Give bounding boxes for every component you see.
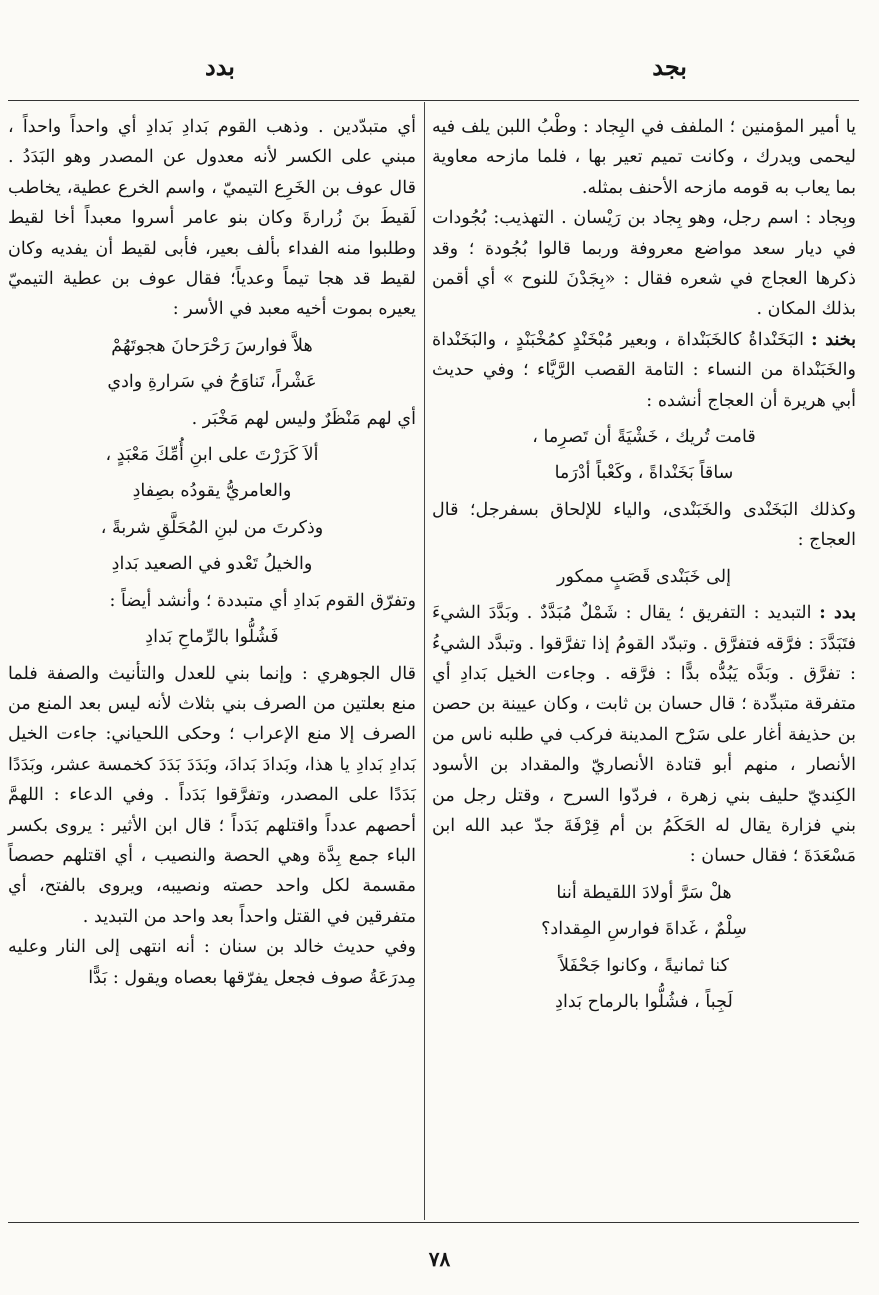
dictionary-entry bbox=[432, 325, 856, 416]
verse-line: هلْ سَرَّ أولادَ اللقيطة أننا bbox=[556, 882, 732, 903]
paragraph: يا أمير المؤمنين ؛ الملفف في البِجاد : وطْبُ اللبن يلف فيه ليحمى ويدرك ، وكانت تميم تعير بها ، فلما مازحه معاوية بما يعاب به قومه مازحه الأحنف بمثله. bbox=[432, 117, 856, 198]
dictionary-entry bbox=[432, 598, 856, 872]
verse-line: كنا ثمانيةً ، وكانوا جَحْفَلاً bbox=[559, 955, 729, 976]
verse-line: فَشُلُّوا بالرِّماحِ بَدادِ bbox=[145, 627, 279, 648]
header-rule bbox=[8, 100, 859, 101]
verse-line: والخيلُ تَعْدو في الصعيد بَدادِ bbox=[111, 554, 313, 575]
paragraph: وكذلك البَخَنْدى والخَبَنْدى، والياء للإلحاق بسفرجل؛ قال العجاج : bbox=[432, 499, 856, 551]
verse-line: والعامريُّ يقودُه بصِفادِ bbox=[132, 481, 292, 502]
verse-line: هلاَّ فوارسَ رَحْرَحانَ هجوتَهُمْ bbox=[111, 335, 313, 356]
column-divider bbox=[424, 102, 425, 1220]
page-number: ٧٨ bbox=[428, 1247, 451, 1271]
paragraph: وبِجاد : اسم رجل، وهو بِجاد بن رَيْسان . التهذيب: بُجُودات في ديار سعد مواضع معروفة وربما قالوا بُجُودة ؛ وقد ذكرها العجاج في شعره فقال : «بِجَدْنَ للنوح » أي أقمن بذلك المكان . bbox=[432, 208, 856, 320]
paragraph: وتفرّق القوم بَدادِ أي متبددة ؛ وأنشد أيضاً : bbox=[109, 590, 416, 611]
entry-headword: بخند : bbox=[811, 328, 857, 350]
paragraph: قال الجوهري : وإنما بني للعدل والتأنيث والصفة فلما منع بعلتين من الصرف بني بثلاث لأنه ليس بعد المنع من الصرف إلا منع الإعراب ؛ وحكى اللحياني: جاءت الخيل بَدادِ بَدادِ يا هذا، وبَدادَ بَدادَ، وبَدَدَ بَدَدَ كخمسة عشر، وبَدَدًا بَدَدًا على المصدر، وتفرَّقوا بَدَداً . وفي الدعاء : اللهمَّ أحصهم عدداً واقتلهم بَدَداً ؛ قال ابن الأثير : يروى بكسر الباء جمع بِدَّة وهي الحصة والنصيب ، أي اقتلهم حصصاً مقسمة لكل واحد حصته ونصيبه، ويروى بالفتح، أي متفرقين في القتل واحداً بعد واحد من التبديد . bbox=[8, 663, 416, 927]
verse-line: لَجِباً ، فشُلُّوا بالرماح بَدادِ bbox=[555, 991, 733, 1012]
paragraph: وفي حديث خالد بن سنان : أنه انتهى إلى النار وعليه مِدرَعَةُ صوف فجعل يفرّقها بعصاه ويقول : بَدًّا bbox=[8, 937, 416, 988]
footer-rule bbox=[8, 1222, 859, 1223]
paragraph: أي لهم مَنْظَرٌ وليس لهم مَخْبَر . bbox=[191, 408, 416, 429]
entry-text: البَخَنْداةُ كالخَبَنْداة ، وبعير مُبْخَنْدٍ كمُخْبَنْدٍ ، والبَخَنْداة والخَبَنْداة من النساء : التامة القصب الرَّيَّاء ؛ وفي حديث أبي هريرة أن العجاج أنشده : bbox=[432, 329, 856, 411]
verse-line: قامت تُريك ، خَشْيَةً أن تَصرِما ، bbox=[532, 427, 756, 448]
right-column bbox=[432, 112, 856, 1023]
entry-text: التبديد : التفريق ؛ يقال : شَمْلٌ مُبَدَّدٌ . وبَدَّدَ الشيءَ فتَبَدَّدَ : فرَّقه فتفرَّق . وتبدّد القومُ إذا تفرَّقوا . وتبدَّد الشيءُ : تفرَّق . وبَدَّه يَبُدُّه بدًّا : فرَّقه . وجاءت الخيل بَدادِ أي متفرقة متبدِّدة ؛ قال حسان بن ثابت ، وكان عيينة بن حصن بن حذيفة أغار على سَرْح المدينة فركب في طلبه ناس من الأنصار ، منهم أبو قتادة الأنصاريّ والمقداد بن الأسود الكِنديّ حليف بني زهرة ، فردّوا السرح ، وقتل رجل من بني فزارة يقال له الحَكَمُ بن أم قِرْفَةَ جدّ عبد الله ابن مَسْعَدَةَ ؛ فقال حسان : bbox=[432, 603, 856, 867]
running-header-right: بجد bbox=[652, 52, 687, 81]
entry-headword: بدد : bbox=[819, 602, 857, 624]
verse-line: عَشْراً، تَناوَحُ في سَرارةِ وادي bbox=[107, 372, 317, 393]
verse-line: سِلْمٌ ، غَداةَ فوارسِ المِقداد؟ bbox=[541, 919, 747, 940]
left-column bbox=[8, 112, 416, 993]
verse-line: وذكرتَ من لبنِ المُحَلَّقِ شربةً ، bbox=[100, 517, 324, 538]
verse-line: ألاَ كَرَرْتَ على ابنِ أُمِّكَ مَعْبَدٍ ، bbox=[105, 445, 319, 466]
verse-line: إلى خَبَنْدى قَصَبٍ ممكور bbox=[556, 566, 732, 587]
paragraph: أي متبدّدين . وذهب القوم بَدادِ بَدادِ أي واحداً واحداً ، مبني على الكسر لأنه معدول عن المصدر وهو البَدَدُ . قال عوف بن الخَرِع التيميّ ، واسم الخرع عطية، يخاطب لَقيطَ بنَ زُرارةَ وكان بنو عامر أسروا معبداً أخا لقيط وطلبوا منه الفداء بألف بعير، فأبى لقيط أن يفديه وكان لقيط قد هجا تيماً وعدياً؛ فقال عوف بن عطية التيميّ يعيره بموت أخيه معبد في الأسر : bbox=[8, 117, 416, 320]
running-header-left: بدد bbox=[205, 52, 235, 81]
verse-line: ساقاً بَخَنْداةً ، وكَعْباً أدْرَما bbox=[554, 463, 734, 484]
